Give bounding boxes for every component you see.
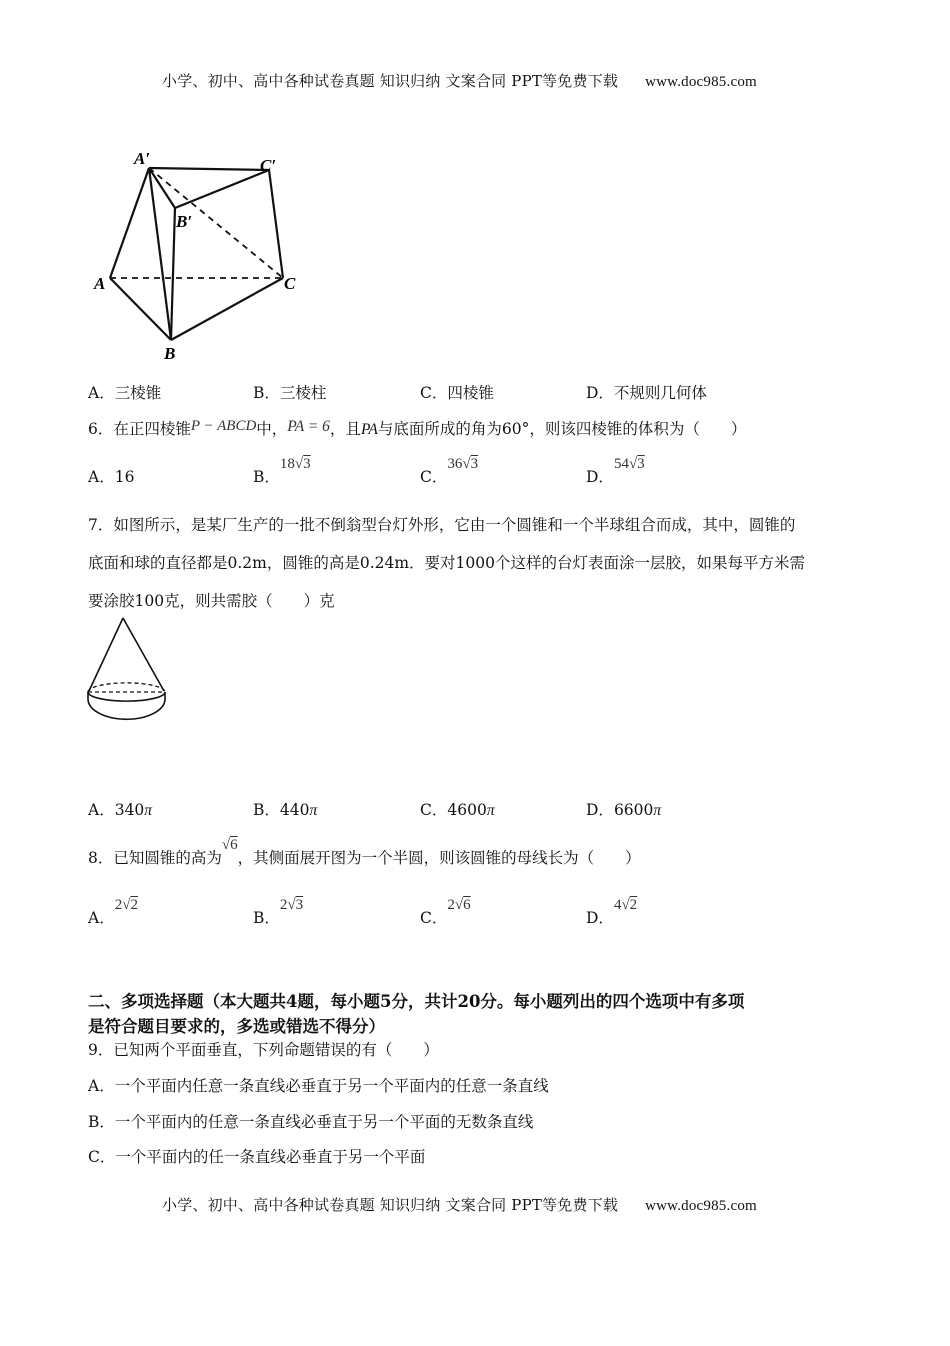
edge-b-c	[171, 278, 283, 340]
q6-mid1: 中，	[256, 420, 288, 438]
q6-suffix: 与底面所成的角为60°，则该四棱锥的体积为（ ）	[377, 420, 747, 438]
q7-option-c: C．4600π	[420, 801, 495, 819]
label-a: A	[94, 274, 106, 293]
q6-expr1: P − ABCD	[190, 418, 257, 434]
q7-line-2: 底面和球的直径都是0.2m，圆锥的高是0.24m．要对1000个这样的台灯表面涂一层胶，如果每平方米需	[88, 554, 806, 572]
q7-line-1: 7．如图所示，是某厂生产的一批不倒翁型台灯外形，它由一个圆锥和一个半球组合而成，其中，圆锥的	[88, 516, 796, 534]
q5-option-d: D．不规则几何体	[586, 384, 707, 402]
q9-option-a: A．一个平面内任意一条直线必垂直于另一个平面内的任意一条直线	[88, 1077, 549, 1095]
footer-text: 小学、初中、高中各种试卷真题 知识归纳 文案合同 PPT等免费下载	[162, 1196, 619, 1214]
label-c-prime: C′	[260, 156, 277, 175]
q8-prefix: 8．已知圆锥的高为	[88, 849, 222, 867]
q9-stem: 9．已知两个平面垂直，下列命题错误的有（ ）	[88, 1041, 439, 1059]
q7-line-3: 要涂胶100克，则共需胶（ ）克	[88, 592, 335, 610]
cone-hemisphere-figure	[84, 615, 174, 723]
q7-option-d: D．6600π	[586, 801, 662, 819]
q8-option-a: A．2√2	[88, 897, 138, 927]
q6-expr2: PA = 6	[287, 418, 330, 435]
label-b-prime: B′	[176, 212, 193, 231]
q8-stem	[88, 837, 641, 868]
edge-b-prime-c-prime	[175, 170, 269, 208]
q8-option-c: C．2√6	[420, 897, 471, 927]
q5-option-b: B．三棱柱	[253, 384, 327, 402]
label-b: B	[164, 344, 176, 363]
q5-option-a: A．三棱锥	[88, 384, 162, 402]
header-url[interactable]: www.doc985.com	[645, 74, 757, 90]
cone-left-edge	[89, 618, 123, 691]
q7-option-a: A．340π	[88, 801, 153, 819]
q5-option-c: C．四棱锥	[420, 384, 494, 402]
q6-prefix: 6．在正四棱锥	[88, 420, 191, 438]
edge-b-prime-b	[171, 208, 175, 340]
q6-option-c: C．36√3	[420, 456, 479, 486]
label-a-prime: A′	[134, 149, 151, 168]
prism-figure	[88, 140, 308, 370]
q6-pa: PA	[360, 421, 378, 438]
edge-a-prime-c-dashed	[149, 168, 283, 278]
cone-right-edge	[123, 618, 164, 691]
q8-option-d: D．4√2	[586, 897, 638, 927]
q6-option-d: D．54√3	[586, 456, 645, 486]
q8-suffix: ，其侧面展开图为一个半圆，则该圆锥的母线长为（ ）	[237, 849, 641, 867]
edge-a-prime-b	[149, 168, 171, 340]
edge-a-prime-a	[110, 168, 149, 278]
header-text: 小学、初中、高中各种试卷真题 知识归纳 文案合同 PPT等免费下载	[162, 72, 619, 90]
base-ellipse-back	[88, 683, 165, 692]
page-footer	[162, 1194, 757, 1215]
q6-option-a: A．16	[88, 468, 135, 486]
q9-option-b: B．一个平面内的任意一条直线必垂直于另一个平面的无数条直线	[88, 1113, 534, 1131]
page-header	[162, 70, 757, 91]
q6-mid2: ，且	[329, 420, 361, 438]
q6-stem	[88, 417, 746, 439]
edge-a-b	[110, 278, 171, 340]
edge-c-prime-c	[269, 170, 283, 278]
section-2-heading-line-2: 是符合题目要求的，多选或错选不得分）	[88, 1017, 385, 1036]
hemisphere	[88, 692, 165, 719]
label-c: C	[284, 274, 296, 293]
q8-height-value: √6	[221, 837, 238, 853]
footer-url[interactable]: www.doc985.com	[645, 1198, 757, 1214]
section-2-heading-line-1: 二、多项选择题（本大题共4题，每小题5分，共计20分。每小题列出的四个选项中有多项	[88, 992, 745, 1011]
q6-option-b: B．18√3	[253, 456, 311, 486]
q7-option-b: B．440π	[253, 801, 318, 819]
q9-option-c: C．一个平面内的任一条直线必垂直于另一个平面	[88, 1148, 426, 1166]
base-ellipse-front	[88, 692, 165, 701]
edge-a-prime-c-prime	[149, 168, 269, 170]
q8-option-b: B．2√3	[253, 897, 304, 927]
